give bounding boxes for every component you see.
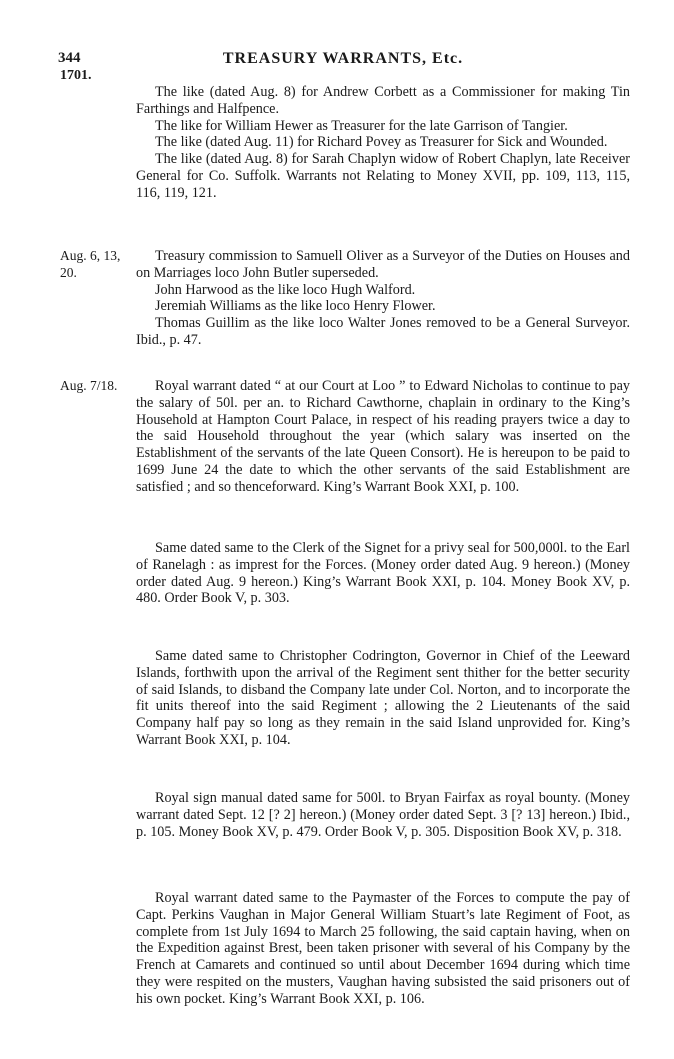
entry-body [136,648,630,749]
entry-body [136,378,630,496]
entry [60,248,630,349]
year-marker: 1701. [60,68,92,83]
entry-date: Aug. 6, 13, 20. [60,248,121,280]
entry-paragraph: Royal sign manual dated same for 500l. to Bryan Fairfax as royal bounty. (Money warrant dated Sept. 12 [? 2] hereon.) (Money order dated Sept. 3 [? 13] hereon.) Ibid., p. 105. Money Book XV, p. 479. Order Book V, p. 305. Disposition Book XV, p. 318. [136,790,630,840]
entry-paragraph: Jeremiah Williams as the like loco Henry Flower. [155,298,436,315]
entry-date: Aug. 7/18. [60,378,118,393]
entry-paragraph: The like (dated Aug. 11) for Richard Povey as Treasurer for Sick and Wounded. [155,134,608,151]
page-number: 344 [58,50,81,66]
entry-paragraph: Thomas Guillim as the like loco Walter Jones removed to be a General Surveyor. Ibid., p. 47. [136,315,630,348]
entry [60,540,630,607]
entry [60,648,630,749]
entry-paragraph: Treasury commission to Samuell Oliver as a Surveyor of the Duties on Houses and on Marriages loco John Butler superseded. [136,248,630,281]
entry [60,378,630,496]
entry-paragraph: Same dated same to the Clerk of the Signet for a privy seal for 500,000l. to the Earl of Ranelagh : as imprest for the Forces. (Money order dated Aug. 9 hereon.) (Money order dated Aug. 9 hereon.) King’s Warrant Book XXI, p. 104. Money Book XV, p. 480. Order Book V, p. 303. [136,540,630,607]
page-header [58,50,628,72]
entry-paragraph: The like for William Hewer as Treasurer for the late Garrison of Tangier. [155,117,568,134]
entry-body [136,540,630,607]
entry-body [136,890,630,1008]
entry-paragraph: The like (dated Aug. 8) for Andrew Corbett as a Commissioner for making Tin Farthings and Halfpence. [136,84,630,117]
entry [60,790,630,840]
running-title: TREASURY WARRANTS, Etc. [222,50,464,67]
entry-paragraph: Royal warrant dated same to the Paymaster of the Forces to compute the pay of Capt. Perkins Vaughan in Major General William Stuart’s late Regiment of Foot, as complete from 1st July 1694 to March 25 following, the said captain having, when on the Expedition against Brest, been taken prisoner with several of his Company by the French at Camarets and continued so until about December 1694 during which time they were respited on the musters, Vaughan having subsisted the said prisoners out of his own pocket. King’s Warrant Book XXI, p. 106. [136,890,630,1007]
entry-body [136,84,630,202]
entry [60,890,630,1008]
entry-paragraph: John Harwood as the like loco Hugh Walford. [155,281,416,298]
entry-body [136,790,630,840]
entry-paragraph: Same dated same to Christopher Codrington, Governor in Chief of the Leeward Islands, forthwith upon the arrival of the Regiment sent thither for the better security of said Islands, to disband the Company late under Col. Norton, and to incorporate the fit units thereof into the said Regiment ; allowing the 2 Lieutenants of the said Company half pay so long as they remain in the said Island unprovided for. King’s Warrant Book XXI, p. 104. [136,648,630,748]
entry-paragraph: The like (dated Aug. 8) for Sarah Chaplyn widow of Robert Chaplyn, late Receiver General for Co. Suffolk. Warrants not Relating to Money XVII, pp. 109, 113, 115, 116, 119, 121. [136,151,630,201]
entry-paragraph: Royal warrant dated “ at our Court at Loo ” to Edward Nicholas to continue to pay the salary of 50l. per an. to Richard Cawthorne, chaplain in ordinary to the King’s Household at Hampton Court Palace, in respect of his reading prayers twice a day to the said Household throughout the year (which salary was inserted on the Establishment of the servants of the late Queen Consort). He is hereupon to be paid to 1699 June 24 the date to which the other servants of the said Establishment are satisfied ; and so thenceforward. King’s Warrant Book XXI, p. 100. [136,378,630,495]
entry [60,84,630,202]
entry-body [136,248,630,349]
